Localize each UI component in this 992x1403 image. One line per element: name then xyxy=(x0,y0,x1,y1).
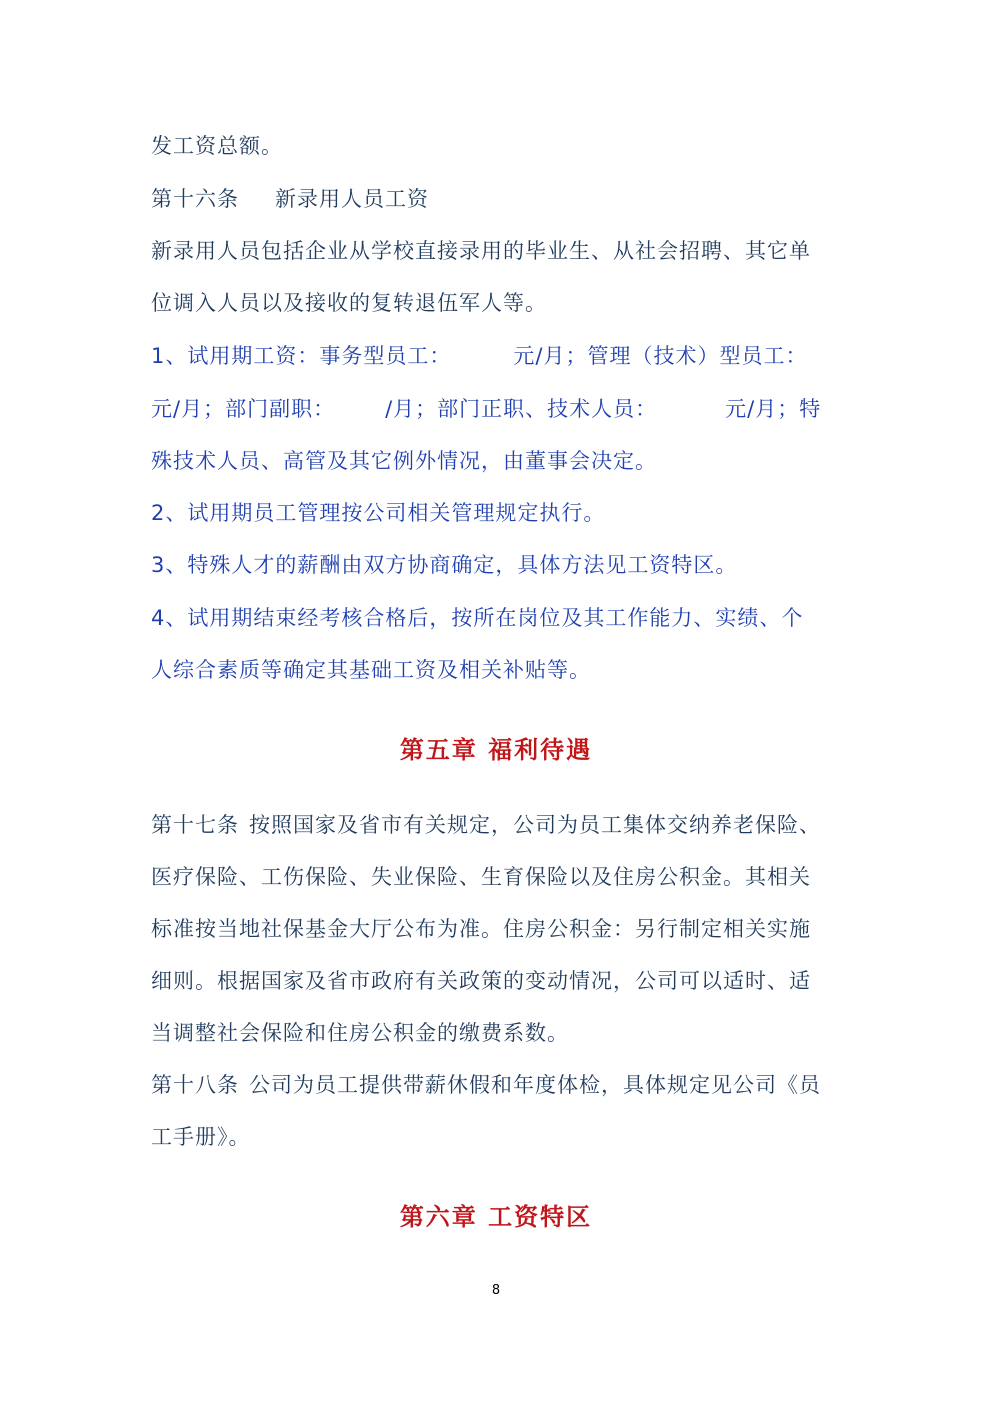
list-item-3: 3、特殊人才的薪酬由双方协商确定，具体方法见工资特区。 xyxy=(151,553,738,577)
list-item-4-line-1: 4、试用期结束经考核合格后，按所在岗位及其工作能力、实绩、个 xyxy=(151,606,804,630)
article-number: 第十八条 xyxy=(151,1073,239,1097)
list-item-1-line-2: 元/月；部门副职： /月；部门正职、技术人员： 元/月；特 xyxy=(151,397,822,421)
article-title: 新录用人员工资 xyxy=(275,187,429,211)
list-item-2: 2、试用期员工管理按公司相关管理规定执行。 xyxy=(151,501,606,525)
article-number: 第十六条 xyxy=(151,187,239,211)
article-17-line-5: 当调整社会保险和住房公积金的缴费系数。 xyxy=(151,1021,569,1045)
article-18-line-2: 工手册》。 xyxy=(151,1125,251,1149)
article-17-line-4: 细则。根据国家及省市政府有关政策的变动情况，公司可以适时、适 xyxy=(151,969,811,993)
list-item-1-line-1: 1、试用期工资：事务型员工： 元/月；管理（技术）型员工： xyxy=(151,344,808,368)
article-16-body-line-1: 新录用人员包括企业从学校直接录用的毕业生、从社会招聘、其它单 xyxy=(151,239,811,263)
chapter-5-title: 第五章 福利待遇 xyxy=(399,736,593,764)
list-item-4-line-2: 人综合素质等确定其基础工资及相关补贴等。 xyxy=(151,658,591,682)
article-number: 第十七条 xyxy=(151,813,239,837)
list-item-1-line-3: 殊技术人员、高管及其它例外情况，由董事会决定。 xyxy=(151,449,657,473)
article-17-line-3: 标准按当地社保基金大厅公布为准。住房公积金：另行制定相关实施 xyxy=(151,917,811,941)
paragraph-tail: 发工资总额。 xyxy=(151,134,283,158)
article-16-heading xyxy=(151,184,429,214)
page-number: 8 xyxy=(491,1283,501,1298)
chapter-6-title: 第六章 工资特区 xyxy=(399,1203,593,1231)
article-18-line-1: 第十八条 公司为员工提供带薪休假和年度体检，具体规定见公司《员 xyxy=(151,1073,821,1097)
article-16-body-line-2: 位调入人员以及接收的复转退伍军人等。 xyxy=(151,291,547,315)
article-17-line-2: 医疗保险、工伤保险、失业保险、生育保险以及住房公积金。其相关 xyxy=(151,865,811,889)
article-17-line-1: 第十七条 按照国家及省市有关规定，公司为员工集体交纳养老保险、 xyxy=(151,813,821,837)
